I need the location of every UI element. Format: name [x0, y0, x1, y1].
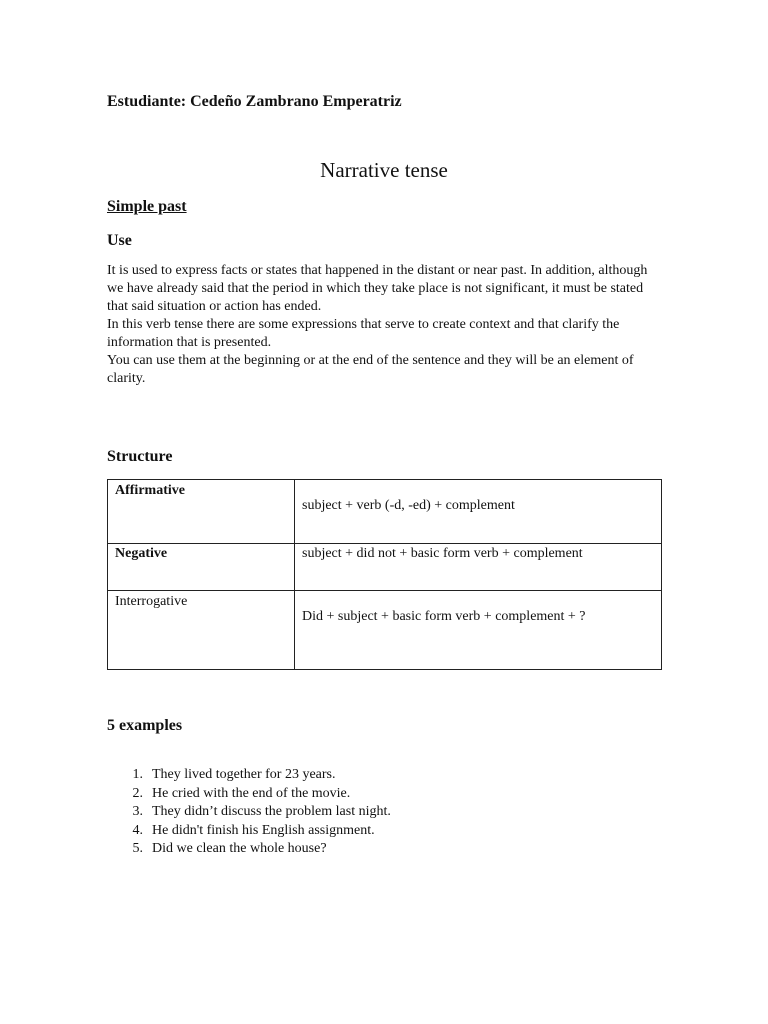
structure-table	[107, 479, 662, 670]
list-item-number: 1.	[132, 767, 143, 782]
table-row	[108, 480, 662, 544]
list-item	[107, 840, 391, 859]
list-item	[107, 766, 391, 785]
table-cell-formula	[295, 591, 662, 670]
table-row	[108, 544, 662, 591]
list-item-text: He cried with the end of the movie.	[152, 785, 351, 801]
list-item	[107, 803, 391, 822]
structure-heading: Structure	[107, 448, 173, 465]
list-item-number: 4.	[132, 822, 143, 838]
row-label-affirmative: Affirmative	[115, 483, 185, 498]
use-paragraph: In this verb tense there are some expressions that serve to create context and that clarify the information that is presented.	[107, 317, 620, 350]
use-paragraph: You can use them at the beginning or at the end of the sentence and they will be an element of clarity.	[107, 353, 634, 386]
examples-list	[107, 766, 391, 859]
row-label-interrogative: Interrogative	[115, 594, 188, 609]
table-cell-label	[108, 544, 295, 591]
table-cell-formula	[295, 480, 662, 544]
examples-heading: 5 examples	[107, 717, 183, 734]
table-cell-formula	[295, 544, 662, 591]
section-subtitle: Simple past	[107, 198, 187, 215]
list-item-number: 3.	[132, 804, 143, 819]
table-row	[108, 591, 662, 670]
use-paragraph: It is used to express facts or states that happened in the distant or near past. In addition, although we have already said that the period in which they take place is not significant, it must be stated that said situation or action has ended.	[107, 263, 648, 314]
list-item-text: They lived together for 23 years.	[152, 767, 336, 782]
list-item-number: 5.	[132, 841, 143, 856]
list-item	[107, 822, 391, 841]
list-item-text: They didn’t discuss the problem last night.	[152, 804, 391, 819]
list-item-number: 2.	[132, 785, 143, 801]
use-heading: Use	[107, 232, 132, 249]
table-cell-label	[108, 480, 295, 544]
student-name: Estudiante: Cedeño Zambrano Emperatriz	[107, 93, 402, 110]
table-cell-label	[108, 591, 295, 670]
document-title: Narrative tense	[320, 158, 448, 182]
list-item	[107, 785, 391, 804]
row-formula-interrogative: Did + subject + basic form verb + complement + ?	[302, 609, 586, 624]
list-item-text: Did we clean the whole house?	[152, 841, 327, 856]
use-body	[107, 262, 662, 388]
list-item-text: He didn't finish his English assignment.	[152, 822, 375, 838]
row-label-negative: Negative	[115, 546, 168, 561]
row-formula-negative: subject + did not + basic form verb + complement	[302, 546, 583, 561]
row-formula-affirmative: subject + verb (-d, -ed) + complement	[302, 498, 515, 513]
